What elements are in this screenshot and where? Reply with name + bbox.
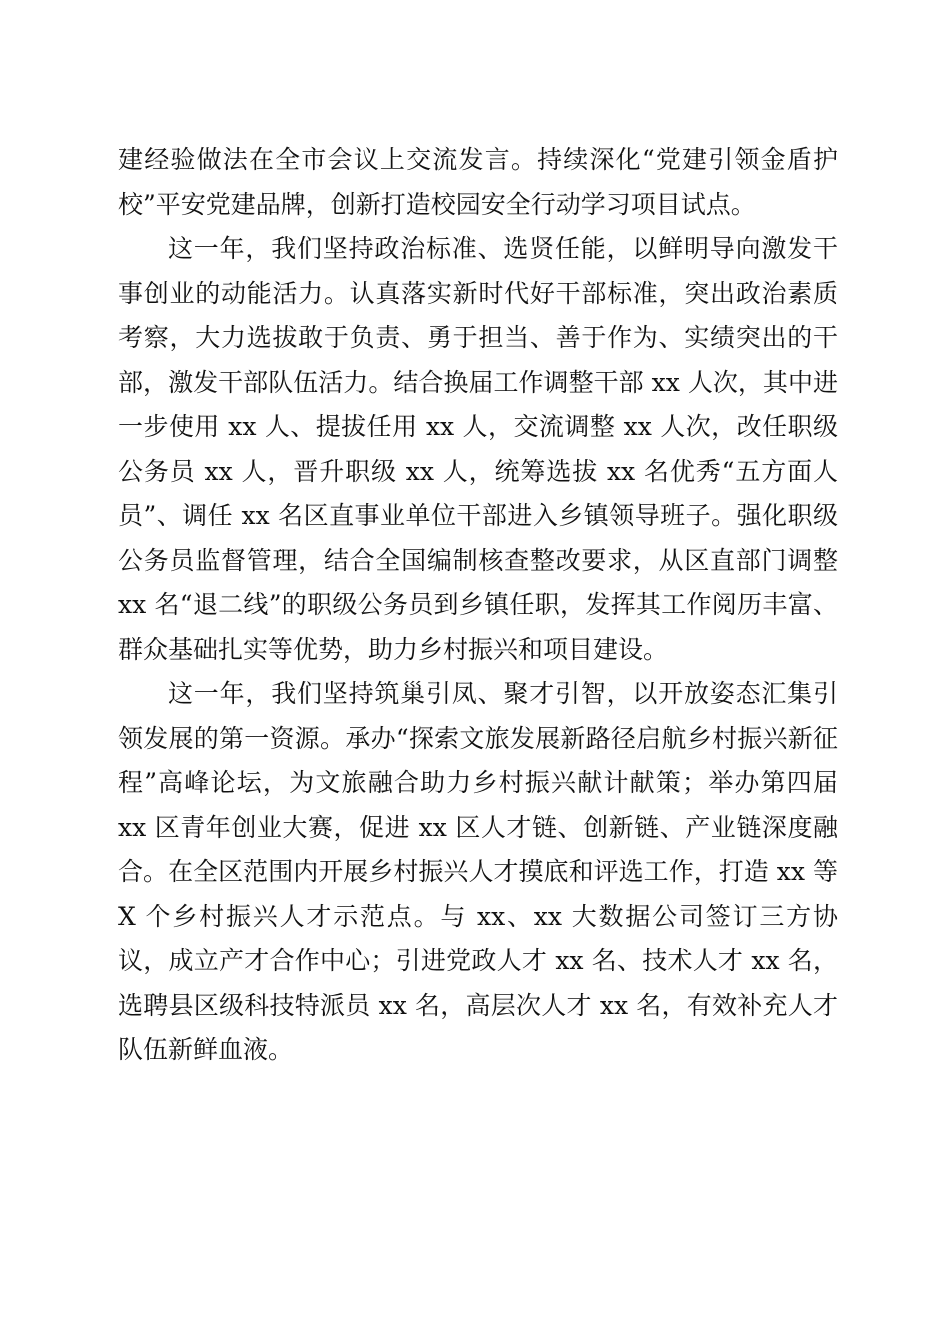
body-text [118, 138, 846, 1073]
paragraph-cadre-selection: 这一年，我们坚持政治标准、选贤任能，以鲜明导向激发干事创业的动能活力。认真落实新时代好干部标准，突出政治素质考察，大力选拔敢于负责、勇于担当、善于作为、实绩突出的干部，激发干部队伍活力。结合换届工作调整干部 xx 人次，其中进一步使用 xx 人、提拔任用 xx 人，交流调整 xx 人次，改任职级公务员 xx 人，晋升职级 xx 人，统筹选拔 xx 名优秀“五方面人员”、调任 xx 名区直事业单位干部进入乡镇领导班子。强化职级公务员监督管理，结合全国编制核查整改要求，从区直部门调整 xx 名“退二线”的职级公务员到乡镇任职，发挥其工作阅历丰富、群众基础扎实等优势，助力乡村振兴和项目建设。 [118, 234, 846, 664]
paragraph-talent-attraction: 这一年，我们坚持筑巢引凤、聚才引智，以开放姿态汇集引领发展的第一资源。承办“探索文旅发展新路径启航乡村振兴新征程”高峰论坛，为文旅融合助力乡村振兴献计献策；举办第四届 xx 区青年创业大赛，促进 xx 区人才链、创新链、产业链深度融合。在全区范围内开展乡村振兴人才摸底和评选工作，打造 xx 等 X 个乡村振兴人才示范点。与 xx、xx 大数据公司签订三方协议，成立产才合作中心；引进党政人才 xx 名、技术人才 xx 名，选聘县区级科技特派员 xx 名，高层次人才 xx 名，有效补充人才队伍新鲜血液。 [118, 679, 846, 1064]
paragraph-continuation: 建经验做法在全市会议上交流发言。持续深化“党建引领金盾护校”平安党建品牌，创新打造校园安全行动学习项目试点。 [118, 145, 838, 219]
